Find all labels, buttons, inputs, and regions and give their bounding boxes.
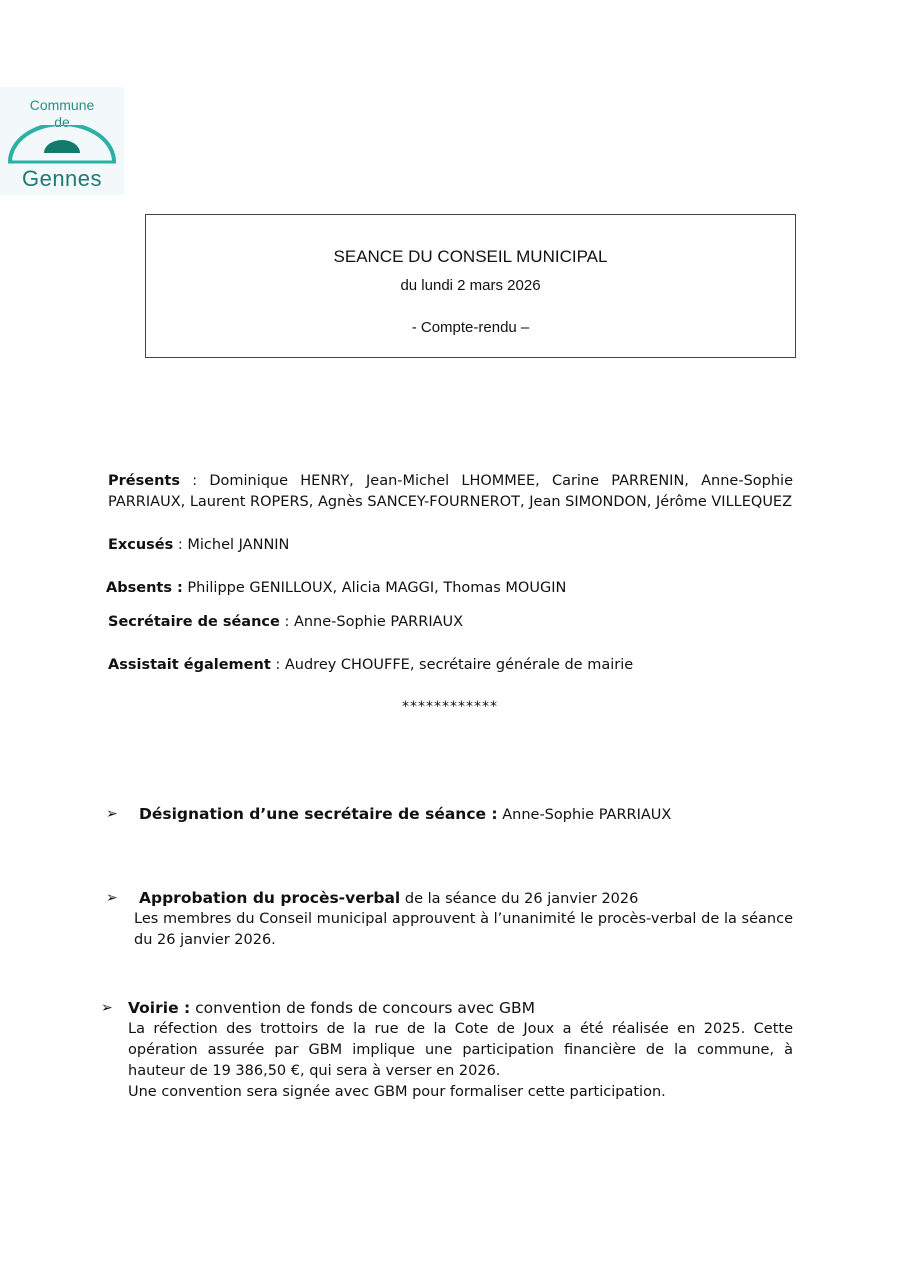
presents-paragraph — [108, 471, 793, 513]
absents-list: Philippe GENILLOUX, Alicia MAGGI, Thomas MOUGIN — [182, 580, 567, 596]
secretaire-paragraph — [108, 612, 793, 633]
assistait-label: Assistait également — [108, 657, 271, 673]
item-designation-value: Anne-Sophie PARRIAUX — [497, 807, 672, 823]
item-voirie-title: Voirie : — [128, 999, 191, 1017]
bullet-arrow-icon: ➢ — [101, 1000, 113, 1016]
assistait-separator: : — [270, 657, 285, 673]
excuses-list: Michel JANNIN — [187, 537, 290, 553]
item-approbation-body: Les membres du Conseil municipal approuvent à l’unanimité le procès-verbal de la séance du 26 janvier 2026. — [134, 911, 793, 948]
logo-text-gennes: Gennes — [21, 166, 103, 191]
item-voirie-body: La réfection des trottoirs de la rue de la Cote de Joux a été réalisée en 2025. Cette opération assurée par GBM implique une participation financière de la commune, à hauteur de 19 386,50 €, qui sera à verser en 2026. — [128, 1021, 793, 1079]
meeting-date: du lundi 2 mars 2026 — [400, 277, 541, 294]
absents-paragraph — [106, 578, 791, 599]
item-voirie — [128, 998, 798, 1019]
item-voirie-subtitle: convention de fonds de concours avec GBM — [190, 999, 536, 1017]
item-approbation-title: Approbation du procès-verbal — [139, 889, 401, 907]
title-box — [145, 214, 796, 358]
item-voirie-note: Une convention sera signée avec GBM pour formaliser cette participation. — [128, 1084, 666, 1100]
excuses-label: Excusés — [108, 537, 174, 553]
bullet-arrow-icon: ➢ — [106, 890, 118, 906]
meeting-title: SEANCE DU CONSEIL MUNICIPAL — [333, 247, 608, 266]
item-approbation-subtitle: de la séance du 26 janvier 2026 — [400, 891, 639, 907]
excuses-paragraph — [108, 535, 793, 556]
item-designation-title: Désignation d’une secrétaire de séance : — [139, 805, 498, 823]
logo-text-de: de — [54, 114, 70, 130]
commune-logo — [0, 87, 124, 195]
assistait-text: Audrey CHOUFFE, secrétaire générale de mairie — [284, 657, 634, 673]
logo-text-commune: Commune — [29, 97, 95, 113]
bullet-arrow-icon: ➢ — [106, 806, 118, 822]
assistait-paragraph — [108, 655, 793, 676]
item-designation — [139, 804, 799, 826]
secretaire-name: Anne-Sophie PARRIAUX — [293, 614, 464, 630]
presents-label: Présents — [108, 473, 180, 489]
presents-list: Dominique HENRY, Jean-Michel LHOMMEE, Carine PARRENIN, Anne-Sophie PARRIAUX, Laurent ROPERS, Agnès SANCEY-FOURNEROT, Jean SIMONDON, Jérôme VILLEQUEZ — [108, 473, 794, 510]
meeting-subtitle: - Compte-rendu – — [411, 319, 530, 336]
item-approbation — [139, 888, 799, 910]
absents-label: Absents : — [106, 580, 183, 596]
presents-separator: : — [179, 473, 210, 489]
secretaire-label: Secrétaire de séance — [108, 614, 280, 630]
excuses-separator: : — [173, 537, 188, 553]
logo-emblem-icon — [0, 125, 124, 167]
section-separator: ************ — [402, 699, 498, 715]
secretaire-separator: : — [279, 614, 294, 630]
